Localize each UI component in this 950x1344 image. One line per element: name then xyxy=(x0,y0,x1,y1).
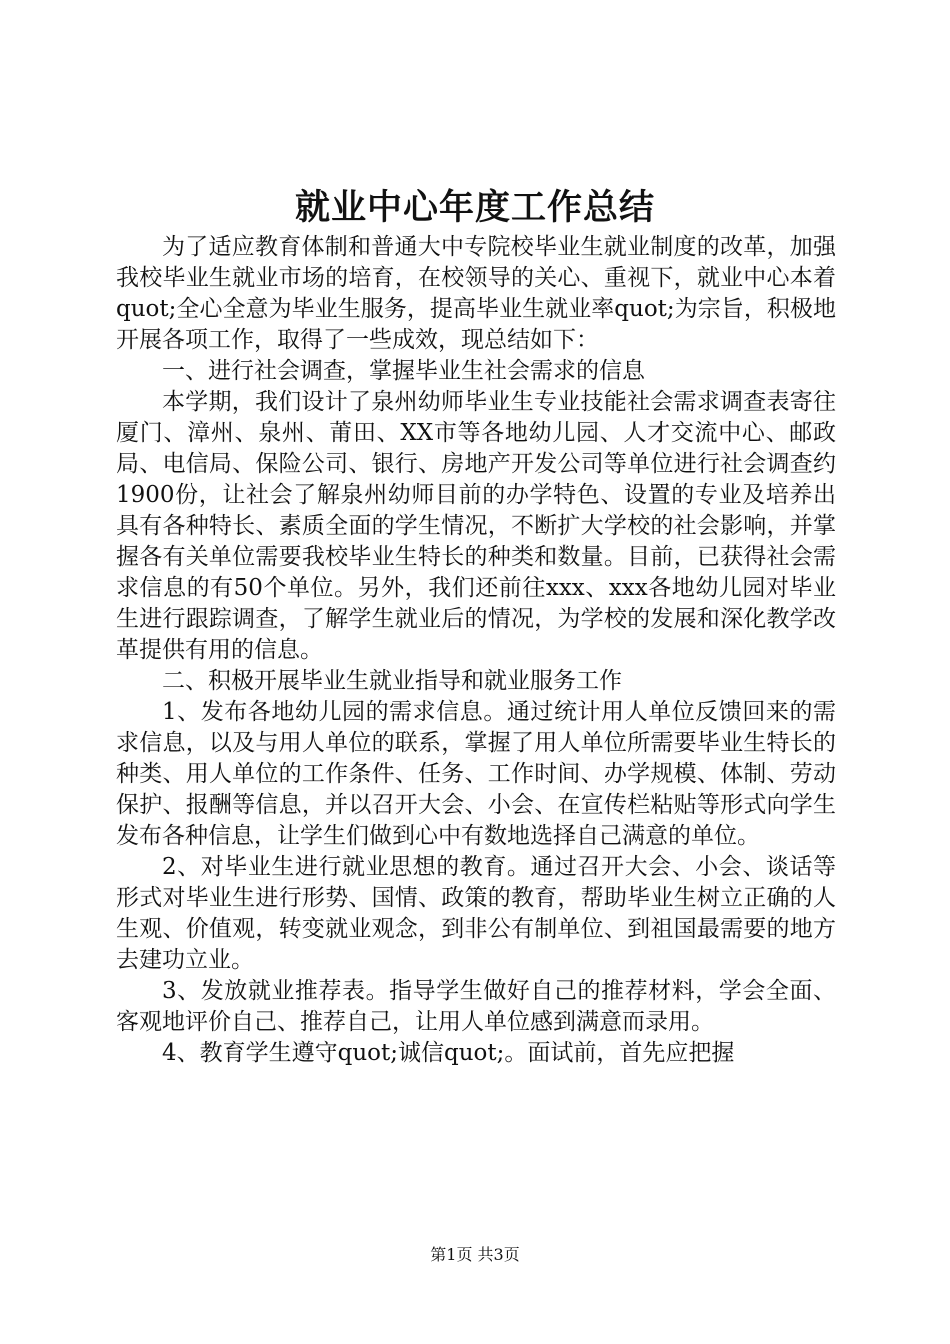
paragraph-item-4: 4、教育学生遵守quot;诚信quot;。面试前，首先应把握 xyxy=(162,1040,735,1066)
page-footer: 第1页 共3页 xyxy=(430,1245,520,1264)
paragraph-survey: 本学期，我们设计了泉州幼师毕业生专业技能社会需求调查表寄往厦门、漳州、泉州、莆田、XX市等各地幼儿园、人才交流中心、邮政局、电信局、保险公司、银行、房地产开发公司等单位进行社会调查约1900份，让社会了解泉州幼师目前的办学特色、设置的专业及培养出具有各种特长、素质全面的学生情况，不断扩大学校的社会影响，并掌握各有关单位需要我校毕业生特长的种类和数量。目前，已获得社会需求信息的有50个单位。另外，我们还前往xxx、xxx各地幼儿园对毕业生进行跟踪调查，了解学生就业后的情况，为学校的发展和深化教学改革提供有用的信息。 xyxy=(116,389,836,663)
document-title: 就业中心年度工作总结 xyxy=(294,187,655,228)
paragraph-item-1: 1、发布各地幼儿园的需求信息。通过统计用人单位反馈回来的需求信息，以及与用人单位的联系，掌握了用人单位所需要毕业生特长的种类、用人单位的工作条件、任务、工作时间、办学规模、体制、劳动保护、报酬等信息，并以召开大会、小会、在宣传栏粘贴等形式向学生发布各种信息，让学生们做到心中有数地选择自己满意的单位。 xyxy=(116,699,836,849)
section-heading-2: 二、积极开展毕业生就业指导和就业服务工作 xyxy=(162,668,622,694)
document-body xyxy=(116,232,836,1069)
paragraph-item-2: 2、对毕业生进行就业思想的教育。通过召开大会、小会、谈话等形式对毕业生进行形势、国情、政策的教育，帮助毕业生树立正确的人生观、价值观，转变就业观念，到非公有制单位、到祖国最需要的地方去建功立业。 xyxy=(116,854,836,973)
paragraph-intro: 为了适应教育体制和普通大中专院校毕业生就业制度的改革，加强我校毕业生就业市场的培育，在校领导的关心、重视下，就业中心本着quot;全心全意为毕业生服务，提高毕业生就业率quot;为宗旨，积极地开展各项工作，取得了一些成效，现总结如下： xyxy=(116,234,836,353)
section-heading-1: 一、进行社会调查，掌握毕业生社会需求的信息 xyxy=(162,358,645,384)
paragraph-item-3: 3、发放就业推荐表。指导学生做好自己的推荐材料，学会全面、客观地评价自己、推荐自己，让用人单位感到满意而录用。 xyxy=(116,978,836,1035)
